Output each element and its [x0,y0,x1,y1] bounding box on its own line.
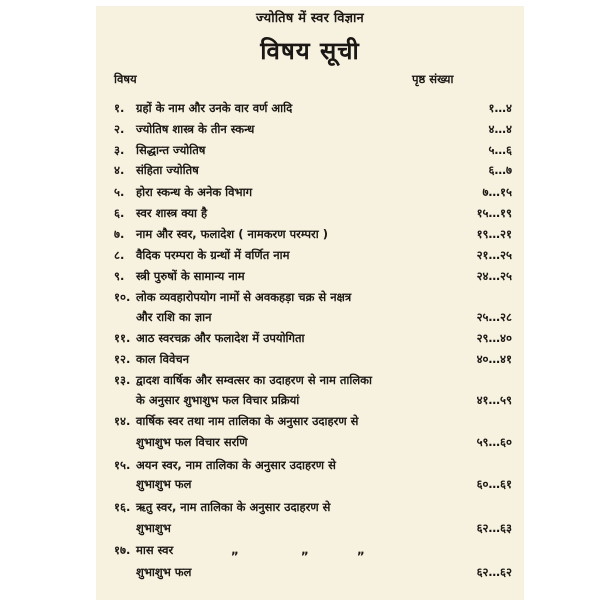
toc-title-continued: और राशि का ज्ञान [136,310,212,324]
toc-number: ४. [114,163,125,177]
toc-title: स्वर शास्त्र क्या है [136,206,208,220]
toc-pages: २५…२८ [476,310,512,324]
column-header-page: पृष्ठ संख्या [412,72,454,86]
ditto-mark: „ [231,543,239,557]
toc-title: नाम और स्वर, फलादेश ( नामकरण परम्परा ) [136,227,328,241]
toc-title: आठ स्वरचक्र और फलादेश में उपयोगिता [136,331,305,345]
toc-pages: १५…१९ [476,206,512,220]
toc-number: ३. [114,143,125,157]
toc-pages: ६२…६२ [476,565,512,579]
toc-pages: १…४ [488,101,512,115]
toc-title: वार्षिक स्वर तथा नाम तालिका के अनुसार उदाहरण से [136,414,359,428]
toc-number: ९. [114,269,125,283]
toc-title-continued: शुभाशुभ फल [136,477,192,491]
toc-title: स्त्री पुरुषों के सामान्य नाम [136,269,245,283]
toc-title-continued: शुभाशुभ फल [136,565,192,579]
toc-pages: ६…७ [488,163,512,177]
toc-number: २. [114,122,125,136]
toc-number: ८. [114,248,125,262]
column-header-subject: विषय [114,72,137,86]
book-header: ज्योतिष में स्वर विज्ञान [256,11,364,26]
toc-pages: ५…६ [488,143,512,157]
ditto-mark: „ [301,543,309,557]
toc-pages: २१…२५ [476,248,512,262]
toc-number: १५. [114,458,131,472]
page-title: विषय सूची [260,37,360,65]
toc-row [114,290,514,305]
toc-number: १. [114,101,125,115]
toc-number: १३. [114,373,131,387]
toc-title: वैदिक परम्परा के ग्रन्थों में वर्णित नाम [136,248,290,262]
toc-number: ७. [114,227,125,241]
toc-row [114,500,514,515]
toc-title: मास स्वर [136,543,174,557]
toc-title: ज्योतिष शास्त्र के तीन स्कन्ध [136,122,255,136]
toc-title: संहिता ज्योतिष [136,163,199,177]
toc-row [114,543,514,558]
toc-row [114,373,514,388]
toc-number: १६. [114,500,131,514]
toc-pages: ४…४ [488,122,512,136]
toc-number: ६. [114,206,125,220]
toc-number: १०. [114,290,131,304]
toc-title: अयन स्वर, नाम तालिका के अनुसार उदाहरण से [136,458,336,472]
toc-title: ग्रहों के नाम और उनके वार वर्ण आदि [136,101,293,115]
toc-pages: ४१…५९ [476,393,512,407]
toc-title-continued: के अनुसार शुभाशुभ फल विचार प्रक्रियां [136,393,300,407]
toc-number: १२. [114,352,131,366]
toc-title: द्वादश वार्षिक और सम्वत्सर का उदाहरण से नाम तालिका [136,373,372,387]
toc-title-continued: शुभाशुभ [136,521,171,535]
toc-pages: ४०…४१ [476,352,512,366]
toc-pages: २९…४० [476,331,512,345]
toc-title-continued: शुभाशुभ फल विचार सरणि [136,435,248,449]
toc-pages: ७…१५ [482,185,512,199]
toc-title: सिद्धान्त ज्योतिष [136,143,206,157]
toc-title: होरा स्कन्ध के अनेक विभाग [136,185,253,199]
toc-row [114,458,514,473]
toc-title: काल विवेचन [136,352,190,366]
toc-number: १४. [114,414,131,428]
ditto-mark: „ [357,543,365,557]
toc-pages: ६२…६३ [476,521,512,535]
toc-number: १७. [114,543,131,557]
toc-pages: २४…२५ [476,269,512,283]
toc-row [114,414,514,429]
toc-pages: ५९…६० [476,435,512,449]
toc-number: ११. [114,331,131,345]
toc-title: ऋतु स्वर, नाम तालिका के अनुसार उदाहरण से [136,500,331,514]
toc-pages: ६०…६१ [476,477,512,491]
toc-title: लोक व्यवहारोपयोग नामों से अवकहड़ा चक्र से नक्षत्र [136,290,352,304]
toc-pages: १९…२१ [476,227,512,241]
toc-number: ५. [114,185,125,199]
